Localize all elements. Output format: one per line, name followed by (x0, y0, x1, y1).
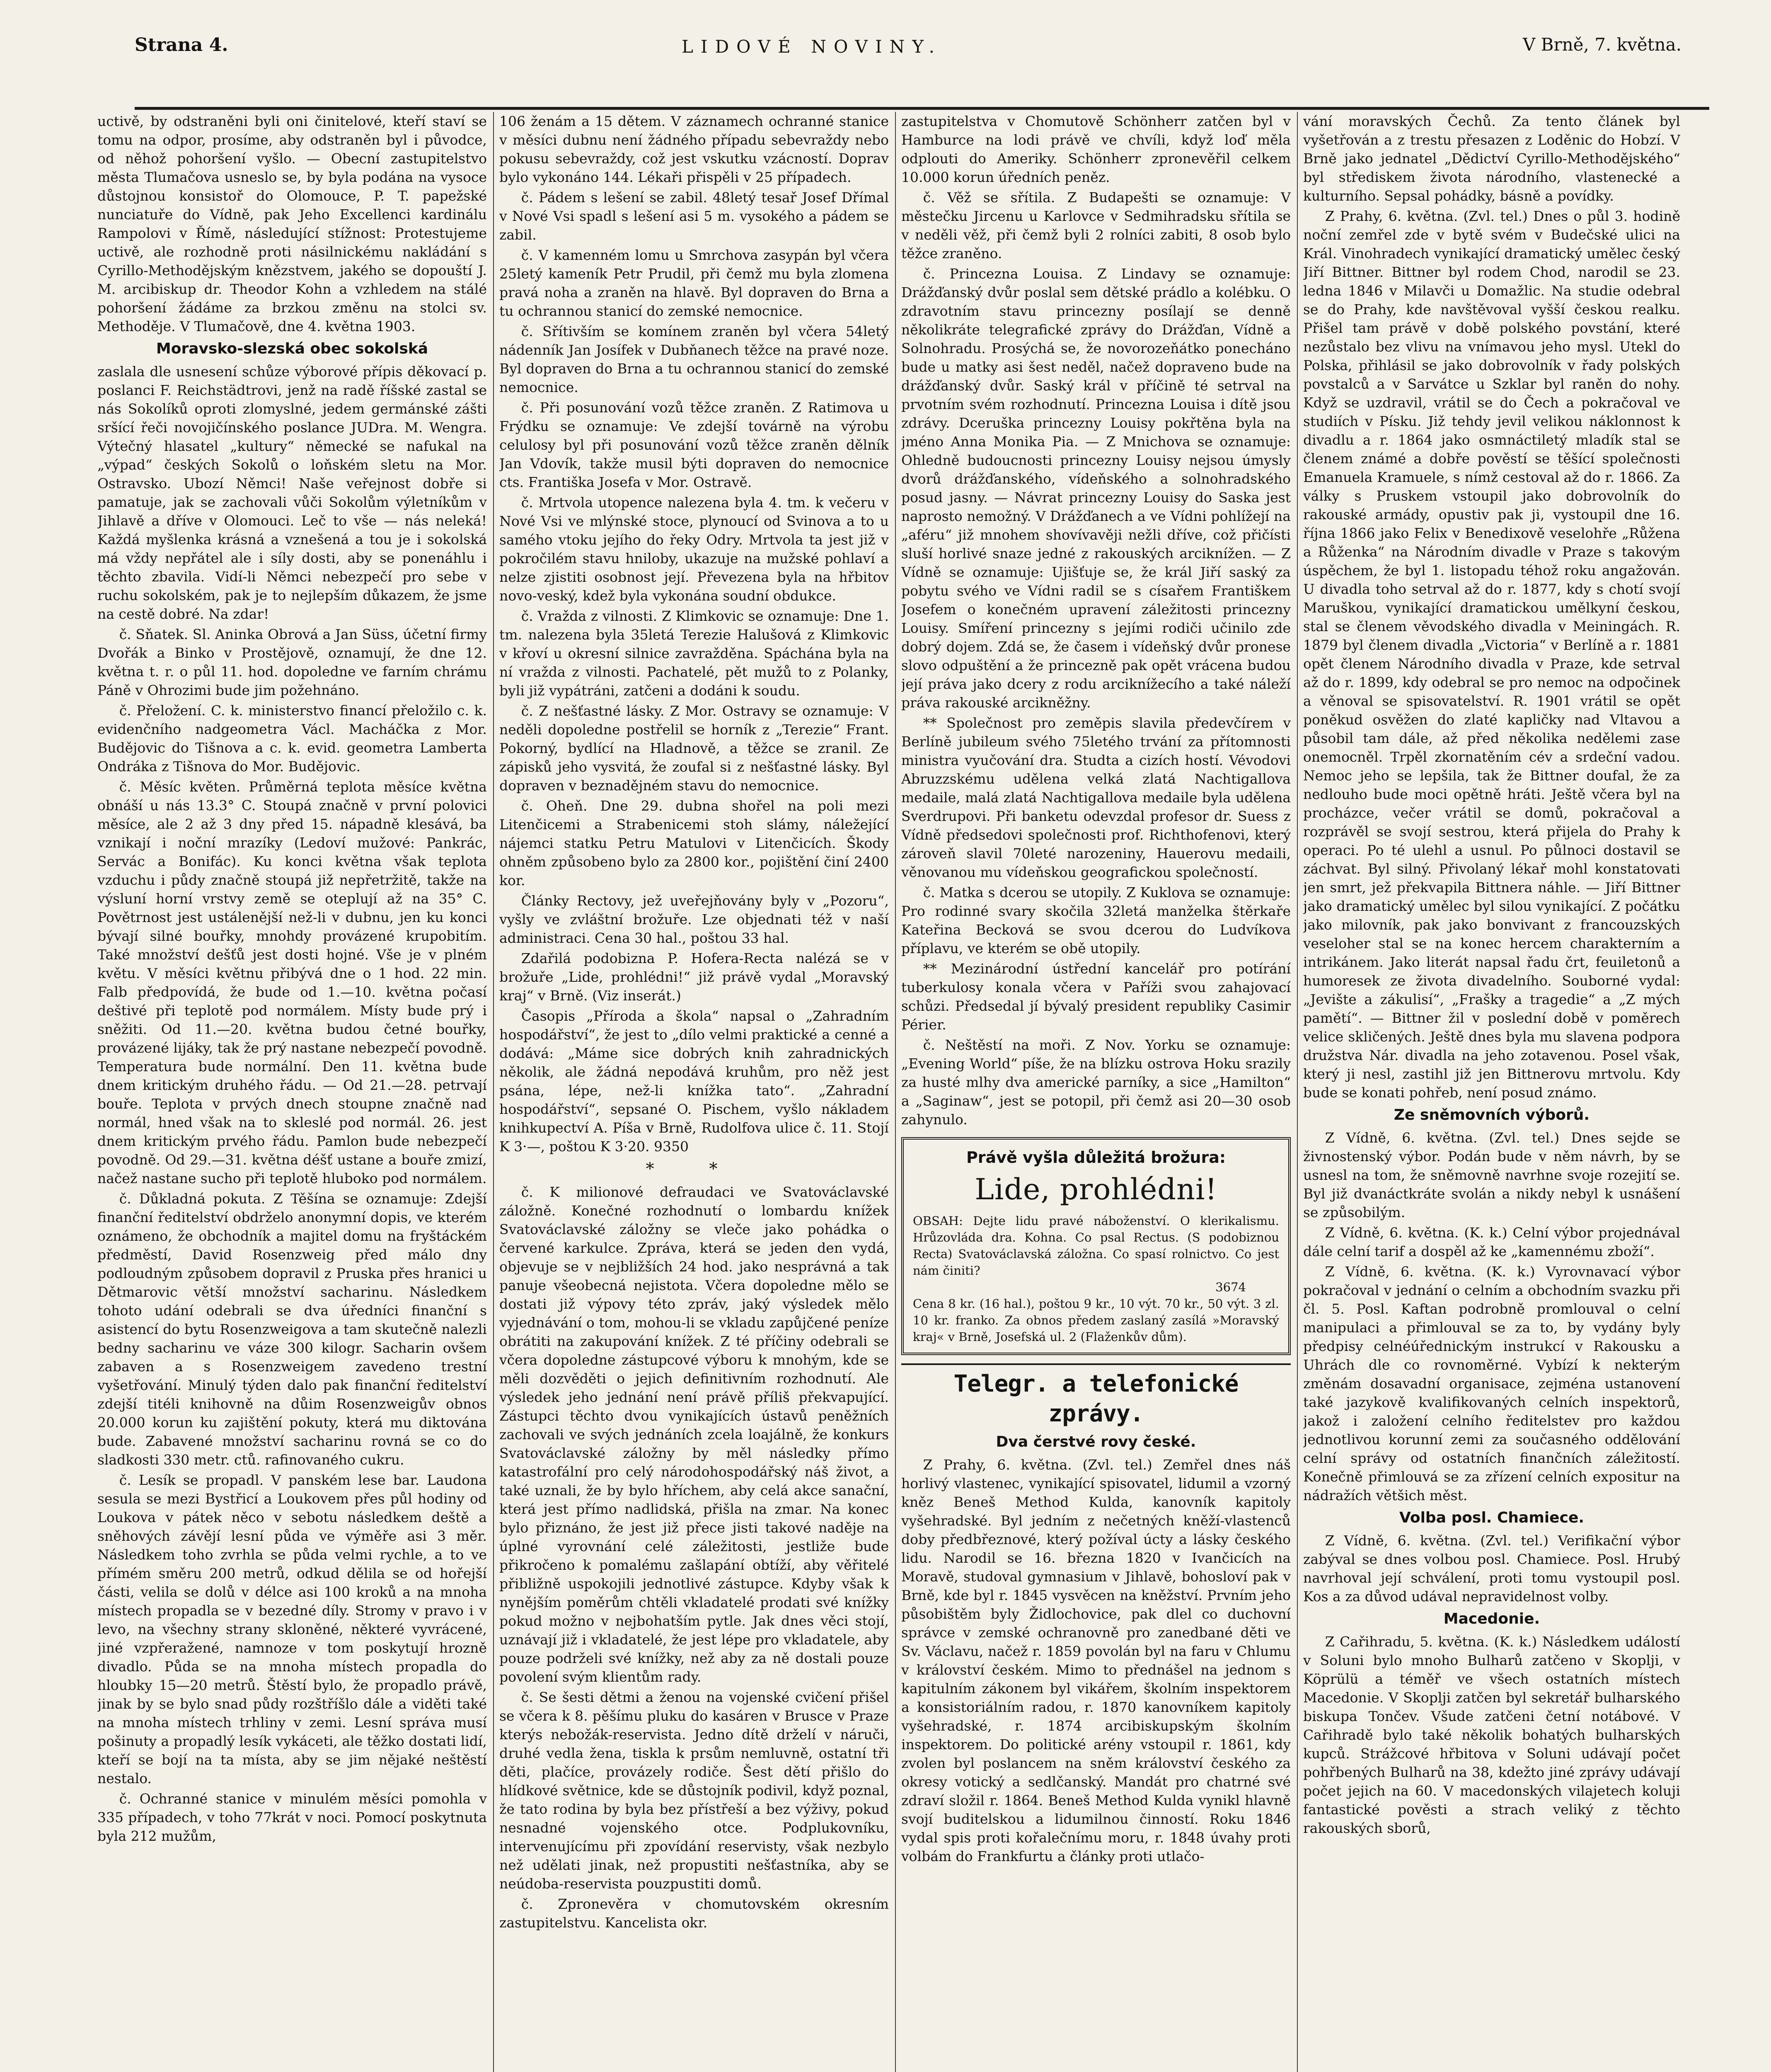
article-paragraph: zastupitelstva v Chomutově Schönherr zatčen byl v Hamburce na lodi právě ve chvíli, když loď měla odplouti do Ameriky. Schönherr zpronevěřil celkem 10.000 korun úředních peněz. (901, 113, 1291, 185)
section-heading: Macedonie. (1443, 1610, 1540, 1627)
article-paragraph: Z Vídně, 6. května. (Zvl. tel.) Verifikační výbor zabýval se dnes volbou posl. Chamiece. Posl. Hrubý navrhoval její schválení, proti tomu vystoupil posl. Kos a za důvod udával nepravidelnost volby. (1303, 1532, 1680, 1605)
article-paragraph: č. Neštěstí na moři. Z Nov. Yorku se oznamuje: „Evening World“ píše, že na blízku ostrova Hoku srazily za husté mlhy dva americké parníky, a sice „Hamilton“ a „Saginaw“, jest se potopil, při čemž asi 20—30 osob zahynulo. (901, 1037, 1291, 1128)
text-column-2 (499, 112, 889, 2072)
article-paragraph: č. Matka s dcerou se utopily. Z Kuklova se oznamuje: Pro rodinné svary skočila 32letá manželka štěrkaře Kateřina Becková se svou dcerou do Ludvíkova příplavu, ve kterém se obě utopily. (901, 884, 1291, 956)
section-heading: Volba posl. Chamiece. (1399, 1509, 1585, 1526)
advertisement-box (901, 1137, 1291, 1355)
article-paragraph: č. Se šesti dětmi a ženou na vojenské cvičení přišel se včera k 8. pěšímu pluku do kasáren v Brusce v Praze kterýs nebožák-reservista. Jedno dítě drželí v náruči, druhé vedla žena, tiskla k prsům nemluvně, ostatní tři děti, plačíce, provázely rodiče. Šest dětí přišlo do hlídkové světnice, kde se důstojník podivil, když poznal, že tato rodina by byla bez přístřeší a bez výživy, pokud nesnadné vojenského otce. Podplukovníku, intervenujícímu při zpovídání reservisty, však nezbylo než udělati jinak, než propustiti nešťastníka, aby se neúdoba-reservista pouzpustiti domů. (499, 1689, 889, 1892)
article-paragraph: ** Mezinárodní ústřední kancelář pro potírání tuberkulosy konala včera v Paříži svou zahajovací schůzi. Předsedal jí bývalý president republiky Casimir Périer. (901, 961, 1291, 1033)
article-paragraph: vání moravských Čechů. Za tento článek byl vyšetřován a z trestu přesazen z Loděnic do Hobzí. V Brně jako jednatel „Dědictví Cyrillo-Methodějského“ byl střediskem života národního, vlastenecké a kulturního. Sepsal pohádky, básně a povídky. (1303, 113, 1680, 204)
ad-title: Lide, prohlédni! (975, 1172, 1217, 1206)
article-paragraph: ** Společnost pro zeměpis slavila předevčírem v Berlíně jubileum svého 75letého trvání za přítomnosti ministra vyučování dra. Studta a cizích hostí. Vévodovi Abruzzskému udělena velká zlatá Nachtigallova medaile, malá zlatá Nachtigallova medaile byla udělena Sverdrupovi. Při banketu odevzdal profesor dr. Suess z Vídně předsedovi společnosti prof. Richthofenovi, který zároveň slavil 70leté narozeniny, Hauerovu medaili, věnovanou mu vídeňskou geografickou společností. (901, 715, 1291, 880)
page-header (39, 12, 1722, 111)
article-paragraph: Z Prahy, 6. května. (Zvl. tel.) Dnes o půl 3. hodině noční zemřel zde v bytě svém v Budečské ulici na Král. Vinohradech vynikající dramatický umělec český Jiří Bittner. Bittner byl rodem Chod, narodil se 23. ledna 1846 v Milavči u Domažlic. Na studie odebral se do Prahy, kde navštěvoval vyšší českou realku. Přišel tam právě v době polského povstání, které nezůstalo bez vlivu na vnímavou jeho mysl. Utekl do Polska, přihlásil se jako dobrovolník v řady polských povstalců a v Sarvátce u Szklar byl raněn do nohy. Když se uzdravil, vrátil se do Čech a pokračoval ve studiích v Písku. Již tehdy jevil velikou náklonnost k divadlu a r. 1864 jako osmnáctiletý mladík stal se členem známé a dobře pověstí se těšící společnosti Emanuela Kramuele, s nímž cestoval až do r. 1866. Za války s Pruskem vstoupil jako dobrovolník do rakouské armády, opustiv pak ji, vystoupil dne 16. října 1866 jako Felix v Benedixově veselohře „Růžena a Růženka“ na Národním divadle v Praze s takovým úspěchem, že byl 1. listopadu téhož roku angažován. U divadla toho setrval až do r. 1877, kdy s chotí svojí Maruškou, vynikající dramatickou umělkyní českou, stal se členem věvodského divadla v Meiningách. R. 1879 byl členem divadla „Victoria“ v Berlíně a r. 1881 opět členem Národního divadla v Praze, kde setrval až do r. 1899, kdy odebral se pro nemoc na odpočinek a věnoval se spisovatelství. R. 1901 vrátil se opět poněkud osvěžen do zlaté kapličky nad Vltavou a působil tam dále, až před několika nedělemi zase onemocněl. Trpěl zkornatěním cév a srdeční vadou. Nemoc jeho se lepšila, tak že Bittner doufal, že za nedlouho bude moci opětně hráti. Ještě včera byl na procházce, večer vrátil se domů, pokračoval a rozprávěl se svojí sestrou, která přijela do Prahy k operaci. Po té ulehl a usnul. Po půlnoci dostavil se záchvat. Byl silný. Přivolaný lékař mohl konstatovati jen smrt, jež překvapila Bittnera náhle. — Jiří Bittner jako dramatický umělec byl silou vynikající. Z počátku jako milovník, pak jako bonvivant z francouzských veseloher stal se na konec hercem charakterním a intrikánem. Jako literát napsal řadu črt, feuiletonů a humoresek ze života divadelního. Souborné vydal: „Jevište a zákulisí“, „Frašky a tragedie“ a „Z mých pamětí“. — Bittner žil v poslední době v poměrech velice skličených. Ještě dnes byla mu slavena podpora družstva Nár. divadla na jeho zotavenou. Posel však, který ji nesl, zastihl již jen Bittnerovu mrtvolu. Kdy bude se konati pohřeb, není posud známo. (1303, 208, 1680, 1101)
article-paragraph: Články Rectovy, jež uveřejňovány byly v „Pozoru“, vyšly ve zvláštní brožuře. Lze objednati též v naší administraci. Cena 30 hal., poštou 33 hal. (499, 893, 889, 946)
section-heading: Dva čerstvé rovy české. (996, 1433, 1196, 1450)
section-heading: Ze sněmovních výborů. (1394, 1106, 1590, 1123)
section-heading: Moravsko-slezská obec sokolská (156, 340, 428, 357)
column-divider (895, 112, 896, 2072)
ad-subtitle: Právě vyšla důležitá brožura: (966, 1148, 1226, 1167)
article-paragraph: Z Vídně, 6. května. (Zvl. tel.) Dnes sejde se živnostenský výbor. Podán bude v něm návrh, by se usnesl na tom, že sněmovně navrhne svoje rozejití se. Byl již dvanáctkráte svolán a nikdy nebyl k usnášení se způsobilým. (1303, 1130, 1680, 1220)
text-column-1 (97, 112, 487, 2072)
article-paragraph: č. Měsíc květen. Průměrná teplota měsíce května obnáší u nás 13.3° C. Stoupá značně v první polovici měsíce, ale 2 až 3 dny před 15. nápadně klesává, ba vznikají i noční mrazíky (Ledoví mužové: Pankrác, Servác a Bonifác). Ku konci května však teplota vzduchu i půdy značně stoupá již nepřetržitě, takže na výsluní horní vrstvy země se oteplují až na 35° C. Povětrnost jest ustálenější než-li v dubnu, jen ku konci bývají silné bouřky, mnohdy provázené krupobitím. Také množství dešťů jest dosti hojné. Vše je v plném květu. V měsíci květnu přibývá dne o 1 hod. 22 min. Falb předpovídá, že bude od 1.—10. května počasí deštivé při teplotě pod normálem. Místy bude prý i sněžiti. Od 11.—20. května budou četné bouřky, provázené lijáky, tak že prý nastane nebezpečí povodně. Temperatura bude normální. Den 11. května bude dnem kritickým druhého řádu. — Od 21.—28. petrvají bouře. Teplota v prvých dnech stoupne značně nad normál, hned však na to skleslé pod normál. 26. jest dnem kritickým prvého řádu. Pamlon bude nebezpečí povodně. Od 29.—31. května déšť ustane a bouře zmizí, načež nastane sucho při teplotě hluboko pod normálem. (97, 779, 487, 1186)
masthead-title: LIDOVÉ NOVINY. (682, 36, 942, 57)
article-paragraph: č. Zpronevěra v chomutovském okresním zastupitelstvu. Kancelista okr. (499, 1896, 889, 1931)
page-number: Strana 4. (135, 34, 228, 56)
ad-number: 3674 (1215, 1280, 1246, 1294)
telegraph-news-heading: Telegr. a telefonické zprávy. (901, 1363, 1291, 1429)
article-paragraph: uctivě, by odstraněni byli oni činitelové, kteří staví se tomu na odpor, prosíme, aby odstraněn byl i původce, od něhož pohoršení vyšlo. — Obecní zastupitelstvo města Tlumačova usneslo se, by byla podána na vysoce důstojnou konsistoř do Olomouce, P. T. papežské nunciatuře do Vídně, pak Jeho Excellenci kardinálu Rampolovi v Římě, následující stížnost: Protestujeme uctivě, ale rozhodně proti násilnickému nakládání s Cyrillo-Methodějským knězstvem, jakého se dopouští J. M. arcibiskup dr. Theodor Kohn a vzhledem na stálé pohoršení žádáme za brzkou změnu na stolci sv. Methoděje. V Tlumačově, dne 4. května 1903. (97, 113, 487, 334)
article-paragraph: č. Oheň. Dne 29. dubna shořel na poli mezi Litenčicemi a Strabenicemi stoh slámy, náležející nájemci statku Petru Matulovi v Litenčicích. Škody ohněm způsobeno bylo za 2800 kor., pojištění činí 2400 kor. (499, 798, 889, 888)
article-paragraph: č. Přeložení. C. k. ministerstvo financí přeložilo c. k. evidenčního nadgeometra Václ. Macháčka z Mor. Budějovic do Tišnova a c. k. evid. geometra Lamberta Ondráka z Tišnova do Mor. Budějovic. (97, 702, 487, 775)
header-rule (135, 107, 1709, 110)
article-paragraph: zaslala dle usnesení schůze výborové přípis děkovací p. poslanci F. Reichstädtrovi, jenž na radě říšské zastal se nás Sokolíků oproti zlomyslné, jedem germánské zášti sršící řeči novojičínského poslance JUDra. M. Wengra. Výtečný hlasatel „kultury“ německé se nafukal na „výpad“ českých Sokolů o loňském sletu na Mor. Ostravsko. Ubozí Němci! Naše veřejnost dobře si pamatuje, jak se zachovali vůči Sokolům výletníkům v Jihlavě a dříve v Olomouci. Leč to vše — nás neleká! Každá myšlenka krásná a vznešená a tou je i sokolská má vždy nepřátel ale i síly dosti, aby se ponenáhlu i těchto zbavila. Vidí-li Němci nebezpečí pro sebe v ruchu sokolském, pak je to nejlepším důkazem, že jsme na cestě dobré. Na zdar! (97, 363, 487, 622)
article-paragraph: Z Vídně, 6. května. (K. k.) Vyrovnavací výbor pokračoval v jednání o celním a obchodním svazku při čl. 5. Posl. Kaftan podrobně promlouval o celní manipulaci a přimlouval se za to, by vydány byly předpisy celnéúřednickým instrukcí v Rakousku a Uhrách dle co rovnoměrné. Vybízí k nekterým změnám dosavadní organisace, zejména ustanovení také jazykově kvalifikovaných celních inspektorů, jakož i založení celního ředitelstev pro každou jednotlivou korunní zemi za současného oddělování celní správy od ostatních finančních záležitostí. Konečně přimlouvá se za zřízení celních expositur na nádražích většich měst. (1303, 1264, 1680, 1503)
article-paragraph: Časopis „Příroda a škola“ napsal o „Zahradním hospodářství“, že jest to „dílo velmi praktické a cenné a dodává: „Máme sice dobrých knih zahradnických několik, ale žádná nepodává kruhům, pro něž jest psána, lépe, než-li knížka tato“. „Zahradní hospodářství“, sepsané O. Pischem, vyšlo nákladem knihkupectví A. Píša v Brně, Rudolfova ulice č. 11. Stojí K 3·—, poštou K 3·20. 9350 (499, 1008, 889, 1155)
article-paragraph: č. Věž se sřítila. Z Budapešti se oznamuje: V městečku Jircenu u Karlovce v Sedmihradsku sřítila se v neděli věž, při čemž byli 2 rolníci zabiti, 8 osob bylo těžce zraněno. (901, 189, 1291, 261)
article-paragraph: č. Mrtvola utopence nalezena byla 4. tm. k večeru v Nové Vsi ve mlýnské stoce, plynoucí od Svinova a to u samého vtoku jejího do řeky Odry. Mrtvola ta jest již v pokročilém stavu hniloby, ukazuje na mužské pohlaví a nelze zjistiti osobnost její. Převezena byla na hřbitov novo-veský, kdež byla vykonána soudní obdukce. (499, 494, 889, 604)
article-paragraph: č. V kamenném lomu u Smrchova zasypán byl včera 25letý kameník Petr Prudil, při čemž mu byla zlomena pravá noha a zraněn na hlavě. Byl dopraven do Brna a tu ochrannou stanicí do zemské nemocnice. (499, 247, 889, 319)
article-paragraph: č. Ochranné stanice v minulém měsíci pomohla v 335 případech, v toho 77krát v noci. Pomocí poskytnuta byla 212 mužům, (97, 1791, 487, 1844)
article-paragraph: 106 ženám a 15 dětem. V záznamech ochranné stanice v měsíci dubnu není žádného případu sebevraždy nebo pokusu sebevraždy, což jest vskutku vzácností. Doprav bylo vykonáno 144. Lékaři přispěli v 25 případech. (499, 113, 889, 185)
asterisk-separator: * * (646, 1159, 743, 1179)
article-paragraph: č. Pádem s lešení se zabil. 48letý tesař Josef Dřímal v Nové Vsi spadl s lešení asi 5 m. vysokého a pádem se zabil. (499, 189, 889, 243)
article-paragraph: č. Princezna Louisa. Z Lindavy se oznamuje: Drážďanský dvůr poslal sem dětské prádlo a kolébku. O zdravotním stavu princezny posílají se denně několikráte telegrafické zprávy do Drážďan, Vídně a Solnohradu. Prosýchá se, že novorozeňátko ponecháno bude u matky asi šest neděl, načež dopraveno bude na drážďanský dvůr. Saský král v příčině té setrval na prvotním svém rozhodnutí. Princezna Louisa i dítě jsou zdrávy. Dceruška princezny Louisy pokřtěna byla na jméno Anna Monika Pia. — Z Mnichova se oznamuje: Ohledně budoucnosti princezny Louisy nejsou úmysly dvorů drážďanského, vídeňského a solnohradského posud jasny. — Návrat princezny Louisy do Saska jest naprosto nemožný. V Drážďanech a ve Vídni pohlížejí na „aféru“ již mnohem shovívavěji nežli dříve, což přičísti sluší horlivé snaze jedné z rakouských arciknížen. — Z Vídně se oznamuje: Ujišťuje se, že král Jiří saský za pobytu svého ve Vídni radil se s císařem Františkem Josefem o konečném upravení záležitosti princezny Louisy. Smíření princezny s jejími rodiči učinilo zde dobrý dojem. Zdá se, že časem i vídeňský dvůr pronese slovo odpuštění a že princezně pak opět vrácena budou její práva jako dcery z rodu arciknížecího a také náleží práva rakouské arcikněžny. (901, 266, 1291, 711)
article-paragraph: č. Z nešťastné lásky. Z Mor. Ostravy se oznamuje: V neděli dopoledne postřelil se horník z „Terezie“ Frant. Pokorný, bydlící na Hladnově, a těžce se zranil. Ze zápisků jeho vysvitá, že zoufal si z nešťastné lásky. Byl dopraven v beznadějném stavu do nemocnice. (499, 703, 889, 794)
article-paragraph: č. K milionové defraudaci ve Svatováclavské záložně. Konečné rozhodnutí o lombardu knížek Svatováclavské záložny se vleče jako pohádka o červené karkulce. Zpráva, která se jeden den vydá, objevuje se v nejbližších 24 hod. jako nesprávná a tak panuje všeobecná nejistota. Včera dopoledne mělo se dostati již výpovy této zpráv, jaký výsledek mělo vyjednávání o tom, mohou-li se vkladu zapůjčené peníze obrátiti na zakupování knížek. Z té příčiny odebrali se včera dopoledne zástupcové výboru k mnohým, kde se měli dozvěděti o jejich definitivním rozhodnutí. Ale výsledek jeho jednání není právě příliš překvapující. Zástupci těchto dvou vynikajících ústavů peněžních zachovali ve svých jednáních zcela loajálně, že konkurs Svatováclavské záložny by měl následky přímo katastrofální pro celý národohospodářský náš život, a také uznali, že by bylo hříchem, aby celá akce sanační, která jest přímo nadlidská, přišla na zmar. Na konec bylo přiznáno, že jest již přece jisti takové naděje na úplné vyrovnání celé záležitosti, jestliže bude přikročeno k pomalému zašlapání obtíží, aby věřitelé přibližně uspokojili jednotlivé zástupce. Kdyby však k nynějším poměrům chtěli vkladatelé prodati své knížky pokud možno v nejbohatším pytle. Jak dnes věci stojí, uznávají již i vkladatelé, že jest lépe pro vkladatele, aby pouze podrželi své knížky, než aby za ně dostali pouze povolení svým klientům rady. (499, 1184, 889, 1685)
column-divider (1297, 112, 1298, 2072)
article-paragraph: č. Lesík se propadl. V panském lese bar. Laudona sesula se mezi Bystřicí a Loukovem přes půl hodiny od Loukova v pátek něco v sebotu následkem deště a sněhových závějí lesní půda ve výměře asi 3 měr. Následkem toho zvrhla se půda velmi rychle, a to ve přímém směru 200 metrů, odkud dělila se od hořejší části, velila se dolů v délce asi 100 kroků a na mnoha místech propadla se v bezedné díly. Stromy v pravo i v levo, na všechny strany skloněné, některé vyvrácené, jiné vzpřeražené, namnoze v tom poskytují hrozně divadlo. Půda se na mnoha místech propadla do hloubky 15—20 metrů. Štěstí bylo, že propadlo právě, jinak by se bylo snad půdy rozštříšlo dále a viděti také na mnoha místech trhliny v zemi. Lesní správa musí pošinuty a propadlý lesík vykáceti, ale těžko dostati lidí, kteří se bojí na ta místa, aby se jim nějaké neštěstí nestalo. (97, 1472, 487, 1786)
article-paragraph: č. Důkladná pokuta. Z Těšína se oznamuje: Zdejší finanční ředitelství obdrželo anonymní dopis, ve kterém oznámeno, že obchodník a majitel domu na fryštáckém předměstí, David Rosenzweig před málo dny podloudným způsobem dopravil z Pruska přes hranici u Dětmarovic větší množství sacharinu. Následkem tohoto udání odebrali se dva úředníci finanční s asistencí do bytu Rosenzweigova a tam skutečně nalezli bedny sacharinu ve váze 300 kilogr. Sacharin ovšem zabaven a s Rosenzweigem zavedeno trestní vyšetřování. Minulý týden dalo pak finanční ředitelství zdejší titéli knihovně na důim Rosenzweigův obnos 20.000 korun ku zajištění pokuty, která mu diktována bude. Zabavené množství sacharinu rovná se co do sladkosti 330 metr. ctů. rafinovaného cukru. (97, 1191, 487, 1468)
ad-contents: OBSAH: Dejte lidu pravé náboženství. O klerikalismu. Hrůzovláda dra. Kohna. Co psal Rectus. (S podobiznou Recta) Svatováclavská záložna. Co spasí rolnictvo. Co jest nám činiti? (913, 1214, 1279, 1278)
text-column-3 (901, 112, 1291, 2072)
article-paragraph: Z Cařihradu, 5. května. (K. k.) Následkem událostí v Soluni bylo mnoho Bulharů zatčeno v Skoplji, v Köprülü a téměř ve všech ostatních místech Macedonie. V Skoplji zatčen byl sekretář bulharského biskupa Tončev. Všude zatčeni četní notábové. V Cařihradě bylo také několik bohatých bulharských kupců. Strážcové hřbitova v Soluni udávají počet pohřbených Bulharů na 38, kdežto jiné zprávy udávají počet jejich na 60. V macedonských vilajetech koluji fantastické pověsti a strach veliký z těchto rakouských sborů, (1303, 1634, 1680, 1836)
article-paragraph: Z Vídně, 6. května. (K. k.) Celní výbor projednával dále celní tarif a dospěl až ke „kamennému zboží“. (1303, 1225, 1680, 1259)
column-divider (493, 112, 494, 2072)
ad-price: Cena 8 kr. (16 hal.), poštou 9 kr., 10 výt. 70 kr., 50 výt. 3 zl. 10 kr. franko. Za obnos předem zaslaný zasílá »Moravský kraj« v Brně, Josefská ul. 2 (Flaženkův dům). (913, 1297, 1279, 1344)
article-paragraph: č. Sňatek. Sl. Aninka Obrová a Jan Süss, účetní firmy Dvořák a Binko v Prostějově, oznamují, že dne 12. května t. r. o půl 11. hod. dopoledne ve farním chrámu Páně v Ohrozimi bude jim požehnáno. (97, 626, 487, 698)
article-paragraph: č. Vražda z vilnosti. Z Klimkovic se oznamuje: Dne 1. tm. nalezena byla 35letá Terezie Halušová z Klimkovic v křoví u okresní silnice zavražděna. Spáchána byla na ní vražda z vilnosti. Pachatelé, pět mužů to z Polanky, byli již vypátráni, zatčeni a dodáni k soudu. (499, 608, 889, 699)
article-paragraph: Zdařilá podobizna P. Hofera-Recta nalézá se v brožuře „Lide, prohlédni!“ již právě vydal „Moravský kraj“ v Brně. (Viz inserát.) (499, 950, 889, 1004)
article-paragraph: Z Prahy, 6. května. (Zvl. tel.) Zemřel dnes náš horlivý vlastenec, vynikající spisovatel, lidumil a vzorný kněz Beneš Method Kulda, kanovník kapitoly vyšehradské. Byl jedním z nečetných kněží-vlastenců doby předbřeznové, který požíval úcty a lásky českého lidu. Narodil se 16. března 1820 v Ivančicích na Moravě, studoval gymnasium v Jihlavě, bohosloví pak v Brně, kde byl r. 1845 vysvěcen na kněžství. Prvním jeho působištěm byly Židlochovice, pak dlel co duchovní správce v zemské ochranovně pro zanedbané děti ve Sv. Václavu, načež r. 1859 povolán byl na faru v Chlumu v království českém. Mimo to přednášel na jednom s kapitulním zákonem byl vikářem, školním inspektorem a konsistoriálním radou, r. 1870 kanovníkem kapitoly vyšehradské, r. 1874 arcibiskupským školním inspektorem. Do politické arény vstoupil r. 1861, kdy zvolen byl poslancem na sněm království českého za okresy votický a sedlčanský. Mandát pro chatrné své zdraví složil r. 1864. Beneš Method Kulda vynikl hlavně svojí buditelskou a lidumilnou činností. Roku 1846 vydal spis proti kořalečnímu moru, r. 1848 úvahy proti volbám do Frankfurtu a články proti utlačo- (901, 1457, 1291, 1864)
article-paragraph: č. Sřítivším se komínem zraněn byl včera 54letý nádenník Jan Josífek v Dubňanech těžce na pravé noze. Byl dopraven do Brna a tu ochrannou stanicí do zemské nemocnice. (499, 323, 889, 395)
dateline: V Brně, 7. května. (1523, 34, 1682, 55)
text-column-4 (1303, 112, 1680, 2072)
article-paragraph: č. Při posunování vozů těžce zraněn. Z Ratimova u Frýdku se oznamuje: Ve zdejší továrně na výrobu celulosy byl při posunování vozů těžce zraněn dělník Jan Vdovík, takže musil býti dopraven do nemocnice cts. Františka Josefa v Mor. Ostravě. (499, 399, 889, 490)
